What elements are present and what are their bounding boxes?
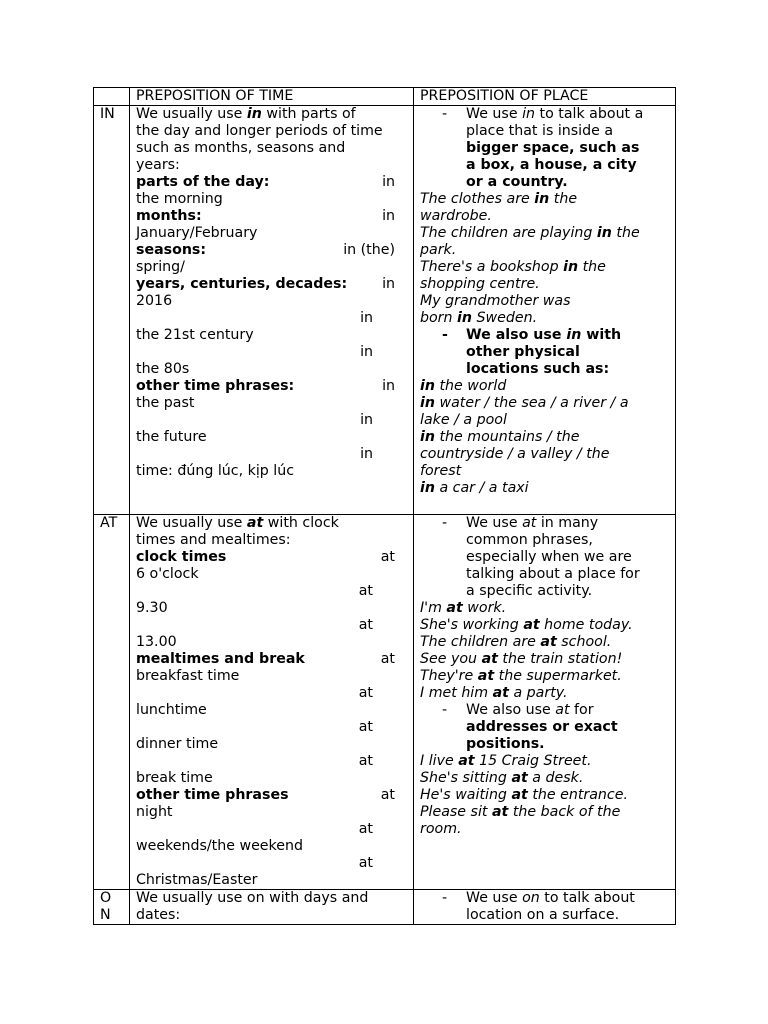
in-place-example2: The children are playing in the: [420, 225, 640, 241]
at-place-bullet2-line1: - We also use at for: [420, 702, 671, 719]
at-clock-example2: 9.30: [136, 600, 168, 616]
in-century-example: the 21st century: [136, 327, 254, 343]
at-place-bullet2-line3: positions.: [466, 736, 545, 752]
at-place-example5: They're at the supermarket.: [420, 668, 622, 684]
at-place-bullet1-line5: a specific activity.: [466, 583, 593, 599]
at-place-bullet2-line2: addresses or exact: [466, 719, 618, 735]
in-location2: in water / the sea / a river / a: [420, 395, 629, 411]
in-row: [94, 106, 676, 515]
at-place-example9: He's waiting at the entrance.: [420, 787, 628, 803]
in-other-time: other time phrases: in: [136, 378, 395, 394]
in-location3: in the mountains / the: [420, 429, 580, 445]
at-meal-example4: break time: [136, 770, 213, 786]
on-label-line2: N: [100, 907, 111, 923]
in-label: IN: [94, 106, 130, 515]
in-place-example4-cont: born in Sweden.: [420, 310, 538, 326]
in-months-example: January/February: [136, 225, 258, 241]
in-years: years, centuries, decades: in: [136, 276, 395, 292]
at-other-prep3: at: [358, 855, 373, 871]
at-place-example3: The children are at school.: [420, 634, 612, 650]
on-row: [94, 890, 676, 925]
in-time-intro-line3: such as months, seasons and: [136, 140, 346, 156]
on-place-bullet-line2: location on a surface.: [466, 907, 620, 923]
at-place-example6: I met him at a party.: [420, 685, 568, 701]
at-clock-prep3: at: [358, 617, 373, 633]
in-time-intro-line1: We usually use in with parts of: [136, 106, 356, 122]
at-row: [94, 515, 676, 890]
on-time-line1: We usually use on with days and: [136, 890, 369, 906]
in-parts-of-day: parts of the day: in: [136, 174, 395, 190]
on-label-line1: O: [100, 890, 112, 906]
in-other-prep2: in: [360, 412, 373, 428]
on-place-cell: [414, 890, 676, 925]
in-place-example1-cont: wardrobe.: [420, 208, 492, 224]
at-place-cell: [414, 515, 676, 890]
in-place-bullet1-line1: - We use in to talk about a: [420, 106, 671, 123]
at-place-example1: I'm at work.: [420, 600, 507, 616]
in-time-intro-line4: years:: [136, 157, 180, 173]
at-place-bullet1-line1: - We use at in many: [420, 515, 671, 532]
on-time-line2: dates:: [136, 907, 181, 923]
in-place-bullet2-line2: other physical: [466, 344, 580, 360]
in-time-cell: [130, 106, 414, 515]
in-place-bullet1-line4: a box, a house, a city: [466, 157, 637, 173]
at-label: AT: [94, 515, 130, 890]
at-meal-prep2: at: [358, 685, 373, 701]
in-place-example3-cont: shopping centre.: [420, 276, 540, 292]
in-place-bullet1-line3: bigger space, such as: [466, 140, 640, 156]
at-place-example4: See you at the train station!: [420, 651, 623, 667]
on-place-bullet-line1: - We use on to talk about: [420, 890, 671, 907]
in-months: months: in: [136, 208, 395, 224]
on-time-cell: [130, 890, 414, 925]
at-place-bullet1-line4: talking about a place for: [466, 566, 640, 582]
in-century-prep: in: [360, 310, 373, 326]
at-place-bullet1-line3: especially when we are: [466, 549, 632, 565]
in-other-example1: the past: [136, 395, 195, 411]
in-location4: in a car / a taxi: [420, 480, 529, 496]
at-other-example2: weekends/the weekend: [136, 838, 303, 854]
in-years-example: 2016: [136, 293, 173, 309]
header-place: PREPOSITION OF PLACE: [414, 88, 676, 106]
in-place-example2-cont: park.: [420, 242, 457, 258]
header-row: [94, 88, 676, 106]
header-time: PREPOSITION OF TIME: [130, 88, 414, 106]
in-location2-cont: lake / a pool: [420, 412, 507, 428]
at-clock-example3: 13.00: [136, 634, 177, 650]
at-time-cell: [130, 515, 414, 890]
on-label: [94, 890, 130, 925]
in-place-example1: The clothes are in the: [420, 191, 578, 207]
at-clock-times: clock times at: [136, 549, 395, 565]
at-meal-prep3: at: [358, 719, 373, 735]
in-place-example4: My grandmother was: [420, 293, 571, 309]
at-place-bullet1-line2: common phrases,: [466, 532, 593, 548]
in-decade-example: the 80s: [136, 361, 190, 377]
at-meal-example3: dinner time: [136, 736, 219, 752]
at-clock-prep2: at: [358, 583, 373, 599]
in-place-example3: There's a bookshop in the: [420, 259, 606, 275]
in-location1: in the world: [420, 378, 507, 394]
at-other-prep2: at: [358, 821, 373, 837]
in-place-bullet2-line1: - We also use in with: [420, 327, 671, 344]
at-other-time: other time phrases at: [136, 787, 395, 803]
at-time-intro-line2: times and mealtimes:: [136, 532, 291, 548]
at-time-intro-line1: We usually use at with clock: [136, 515, 339, 531]
at-meal-example1: breakfast time: [136, 668, 240, 684]
in-other-prep3: in: [360, 446, 373, 462]
in-place-bullet1-line2: place that is inside a: [466, 123, 614, 139]
in-other-example2: the future: [136, 429, 207, 445]
at-place-example8: She's sitting at a desk.: [420, 770, 584, 786]
in-seasons: seasons: in (the): [136, 242, 395, 258]
in-parts-example: the morning: [136, 191, 223, 207]
at-other-example1: night: [136, 804, 173, 820]
prepositions-table: [93, 87, 676, 925]
in-time-intro-line2: the day and longer periods of time: [136, 123, 383, 139]
at-clock-example1: 6 o'clock: [136, 566, 199, 582]
at-meal-prep4: at: [358, 753, 373, 769]
at-mealtimes: mealtimes and break at: [136, 651, 395, 667]
in-decade-prep: in: [360, 344, 373, 360]
header-empty-cell: [94, 88, 130, 106]
in-location3-cont: countryside / a valley / the: [420, 446, 610, 462]
at-meal-example2: lunchtime: [136, 702, 207, 718]
in-other-example3: time: đúng lúc, kịp lúc: [136, 463, 295, 479]
in-place-bullet1-line5: or a country.: [466, 174, 568, 190]
in-seasons-example: spring/: [136, 259, 185, 275]
in-place-bullet2-line3: locations such as:: [466, 361, 610, 377]
at-place-example10: Please sit at the back of the: [420, 804, 621, 820]
at-place-example2: She's working at home today.: [420, 617, 633, 633]
at-place-example7: I live at 15 Craig Street.: [420, 753, 592, 769]
at-other-example3: Christmas/Easter: [136, 872, 258, 888]
at-place-example10-cont: room.: [420, 821, 462, 837]
in-location3-cont2: forest: [420, 463, 462, 479]
in-place-cell: [414, 106, 676, 515]
